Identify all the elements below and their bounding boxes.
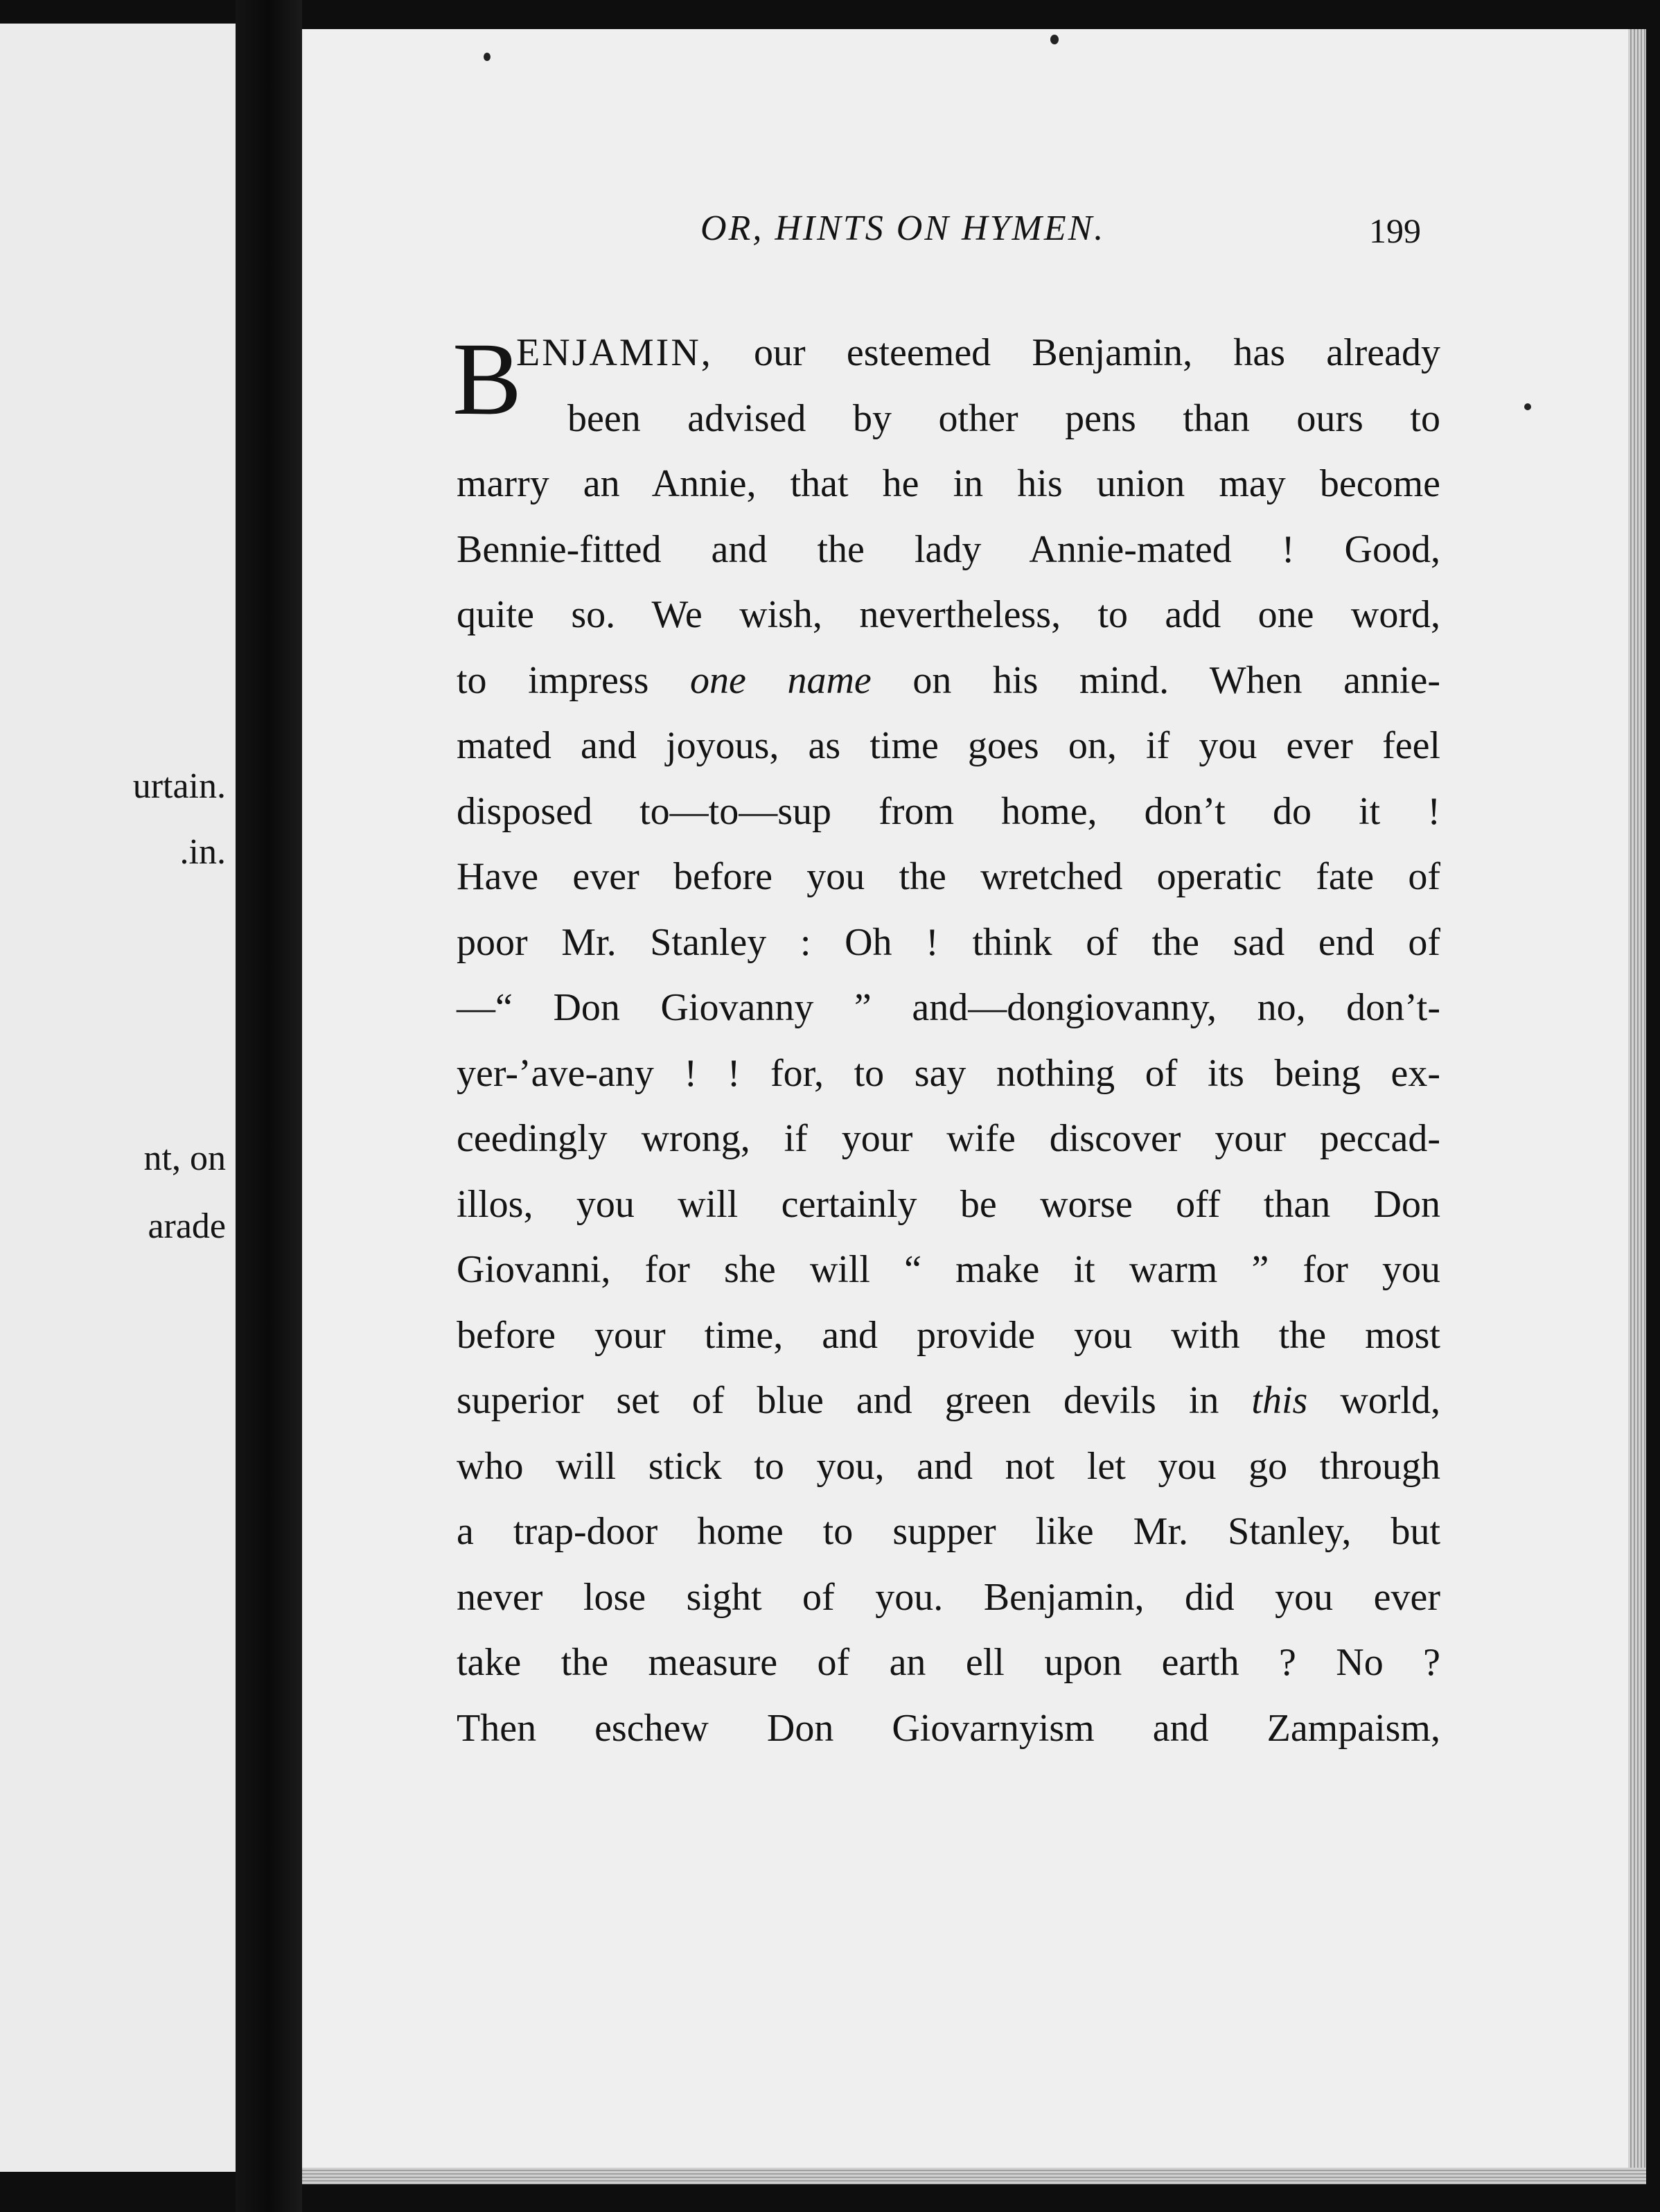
text-line: take the measure of an ell upon earth ? No ? — [457, 1641, 1440, 1684]
text-line: marry an Annie, that he in his union may become — [457, 462, 1440, 505]
text-line: never lose sight of you. Benjamin, did you ever — [457, 1575, 1440, 1619]
text-line: who will stick to you, and not let you go through — [457, 1444, 1440, 1488]
bottom-page-edges — [302, 2168, 1646, 2184]
text-line: been advised by other pens than ours to — [567, 396, 1440, 440]
body-text — [452, 320, 1441, 1761]
text-line — [457, 648, 1440, 714]
left-page-fragment: nt, on — [143, 1139, 226, 1178]
text-line: quite so. We wish, nevertheless, to add one word, — [457, 593, 1440, 636]
text-line: Giovanni, for she will “ make it warm ” for you — [457, 1248, 1440, 1291]
text-line: a trap-door home to supper like Mr. Stanley, but — [457, 1510, 1440, 1553]
page-number: 199 — [1369, 211, 1421, 250]
right-page — [302, 29, 1646, 2184]
text-line: mated and joyous, as time goes on, if you ever feel — [457, 724, 1440, 767]
text-line: —“ Don Giovanny ” and—dongiovanny, no, don’t- — [457, 986, 1440, 1029]
line-segment: on his mind. When annie- — [871, 658, 1440, 702]
left-page-fragment: .in. — [179, 832, 226, 872]
line-segment: to impress — [457, 658, 691, 702]
print-blemish — [484, 53, 491, 61]
italic-segment: one name — [690, 658, 872, 702]
line-segment: world, — [1307, 1379, 1441, 1422]
text-line: illos, you will certainly be worse off than Don — [457, 1182, 1440, 1226]
left-page — [0, 24, 236, 2172]
left-page-fragment: urtain. — [132, 766, 226, 806]
page-edges — [1628, 29, 1646, 2184]
text-line: Have ever before you the wretched operatic fate of — [457, 855, 1440, 898]
text-line: disposed to—to—sup from home, don’t do it ! — [457, 789, 1440, 833]
drop-cap: B — [452, 322, 522, 437]
left-page-fragment: arade — [148, 1206, 226, 1246]
print-blemish — [1524, 403, 1531, 410]
text-line: yer-’ave-any ! ! for, to say nothing of its being ex- — [457, 1051, 1440, 1095]
italic-segment: this — [1251, 1379, 1308, 1422]
line-segment: ENJAMIN, — [516, 331, 713, 374]
text-line: Bennie-fitted and the lady Annie-mated ! Good, — [457, 527, 1440, 571]
text-line: Then eschew Don Giovarnyism and Zampaism, — [457, 1706, 1440, 1750]
book-gutter — [236, 0, 302, 2212]
line-segment: superior set of blue and green devils in — [457, 1379, 1252, 1422]
text-line: before your time, and provide you with the most — [457, 1313, 1440, 1357]
text-line: ceedingly wrong, if your wife discover your peccad- — [457, 1117, 1440, 1160]
text-line: poor Mr. Stanley : Oh ! think of the sad end of — [457, 920, 1440, 964]
running-head: OR, HINTS ON HYMEN. — [700, 209, 1106, 248]
print-blemish — [1050, 35, 1059, 44]
text-line — [457, 1368, 1440, 1434]
line-segment: our esteemed Benjamin, has already — [712, 331, 1440, 374]
